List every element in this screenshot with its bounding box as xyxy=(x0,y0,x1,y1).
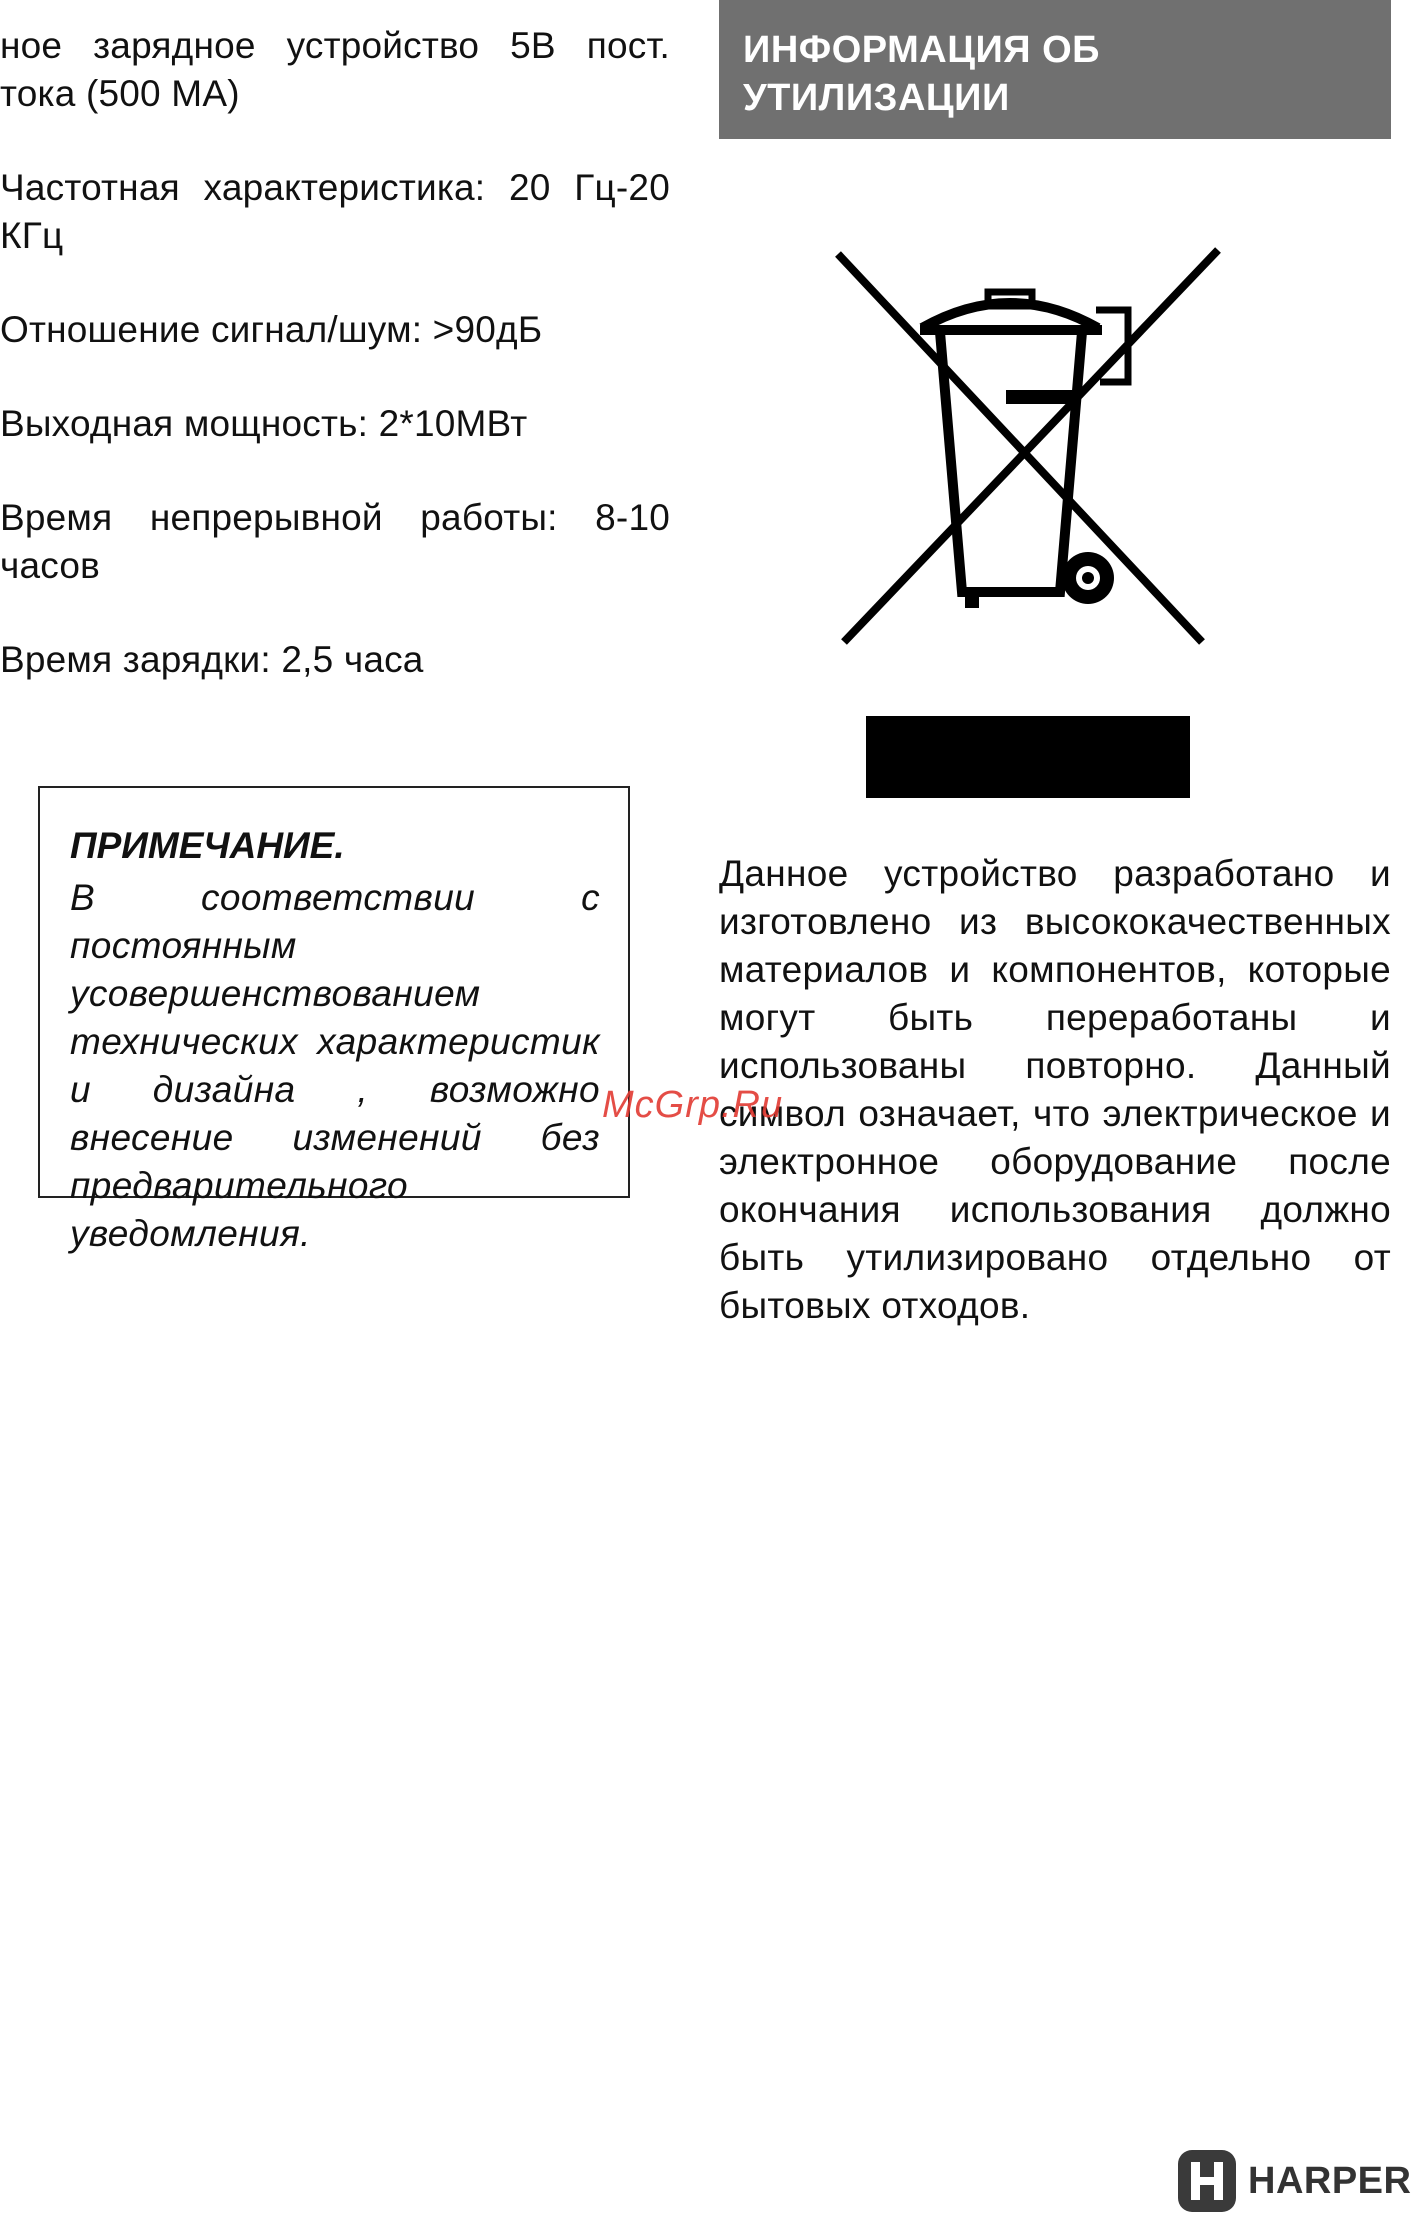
brand-name: HARPER xyxy=(1248,2159,1411,2202)
note-box xyxy=(38,786,630,1254)
spec-output-power: Выходная мощность: 2*10МВт xyxy=(0,403,528,444)
spec-charger: ное зарядное устройство 5В пост. тока (500 МА) xyxy=(0,25,670,114)
spec-signal-noise: Отношение сигнал/шум: >90дБ xyxy=(0,309,543,350)
spec-operating-time: Время непрерывной работы: 8-10 часов xyxy=(0,497,670,586)
harper-logo-icon xyxy=(1176,2148,1238,2214)
note-text: В соответствии с постоянным усовершенствованием технических характеристик и дизайна , возможно внесение изменений без предварительного уведомления. xyxy=(70,877,600,1254)
note-title: ПРИМЕЧАНИЕ. xyxy=(70,825,345,866)
brand-logo xyxy=(1176,2148,1411,2214)
disposal-section-header: ИНФОРМАЦИЯ ОБ УТИЛИЗАЦИИ xyxy=(719,0,1391,139)
spec-frequency-response: Частотная характеристика: 20 Гц-20 КГц xyxy=(0,167,670,256)
disposal-text: Данное устройство разработано и изготовлено из высококачественных материалов и компонентов, которые могут быть переработаны и использованы повторно. Данный символ означает, что электрическое и электронное оборудование после окончания использования должно быть утилизировано отдельно от бытовых отходов. xyxy=(719,853,1391,1326)
specifications-list xyxy=(0,22,670,730)
watermark: McGrp.Ru xyxy=(602,1084,784,1126)
crossed-out-wheelie-bin-icon xyxy=(820,240,1240,820)
spec-charging-time: Время зарядки: 2,5 часа xyxy=(0,639,424,680)
